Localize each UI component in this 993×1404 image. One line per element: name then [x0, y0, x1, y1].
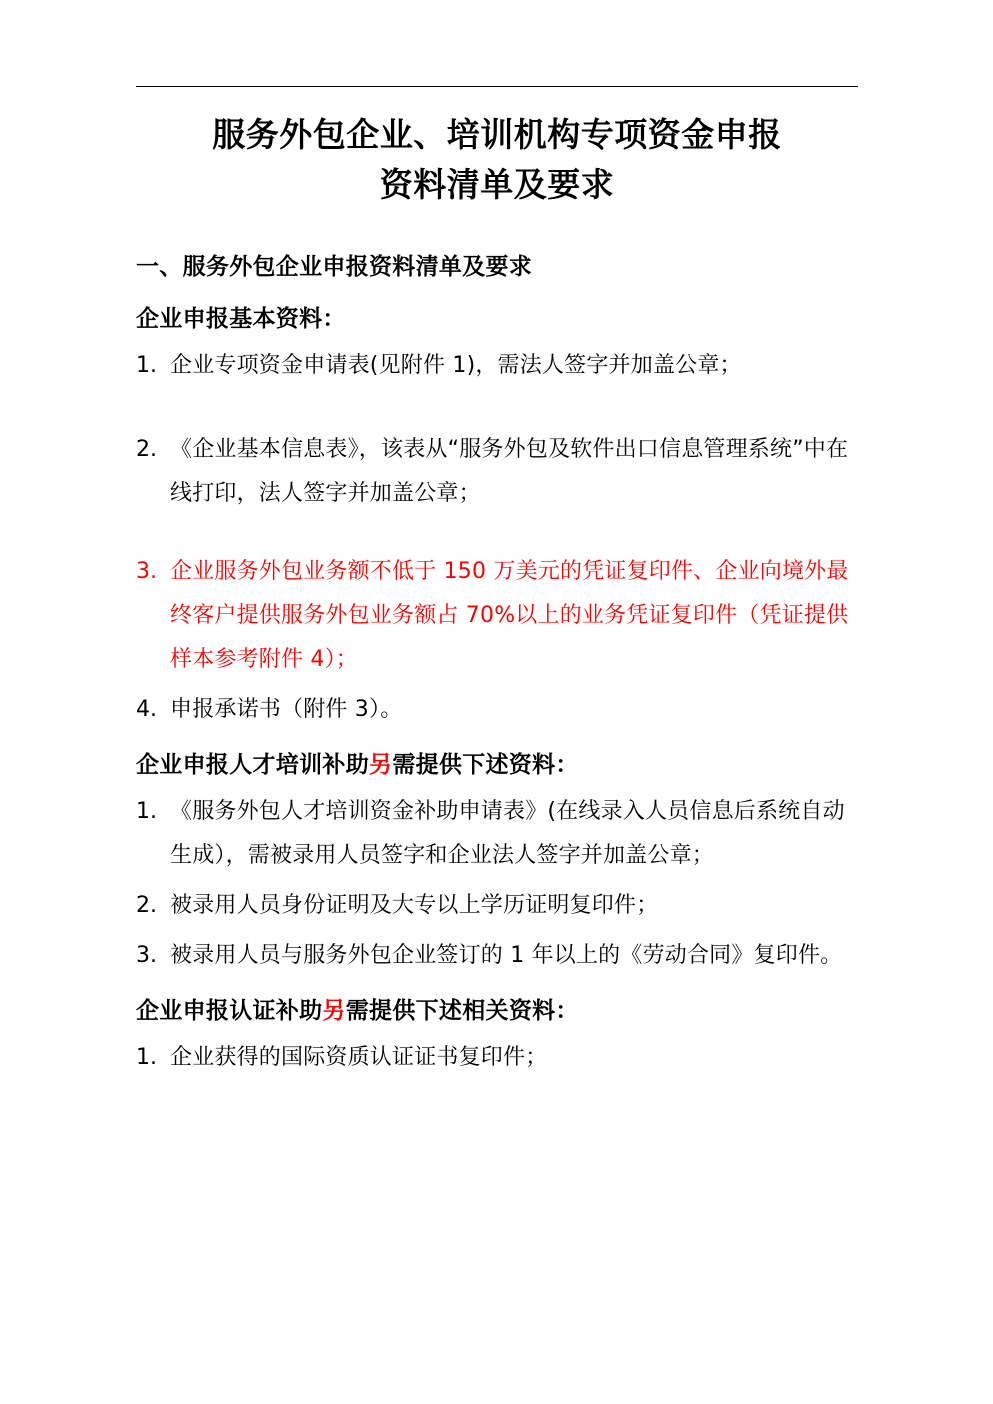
section-heading-1: 一、服务外包企业申报资料清单及要求 [136, 254, 533, 280]
list-item [136, 884, 858, 928]
subheading-certification-prefix: 企业申报认证补助 [136, 998, 323, 1024]
list-item-text: 《企业基本信息表》，该表从“服务外包及软件出口信息管理系统”中在线打印，法人签字并加盖公章； [170, 437, 849, 506]
subheading-certification-emphasis: 另 [322, 998, 346, 1024]
subheading-basic-materials: 企业申报基本资料： [136, 306, 346, 332]
list-item [136, 344, 858, 388]
training-materials-list [136, 790, 858, 978]
list-item-number: 1. [136, 1045, 157, 1070]
list-item-text: 企业专项资金申请表(见附件 1)，需法人签字并加盖公章； [170, 353, 742, 378]
list-item-number: 4. [136, 697, 157, 722]
page-title-line2: 资料清单及要求 [379, 165, 615, 204]
certification-materials-list [136, 1036, 858, 1080]
header-divider [136, 86, 858, 87]
list-item-number: 2. [136, 893, 157, 918]
list-item [136, 550, 858, 682]
list-item-text: 申报承诺书（附件 3）。 [170, 697, 403, 722]
list-item-number: 1. [136, 353, 157, 378]
list-item-text: 被录用人员与服务外包企业签订的 1 年以上的《劳动合同》复印件。 [170, 943, 843, 968]
list-item [136, 934, 858, 978]
subheading-training-emphasis: 另 [369, 752, 393, 778]
subheading-training-prefix: 企业申报人才培训补助 [136, 752, 369, 778]
list-item [136, 1036, 858, 1080]
basic-materials-list [136, 344, 858, 732]
document-content [136, 110, 858, 1080]
list-item-text: 被录用人员身份证明及大专以上学历证明复印件； [170, 893, 659, 918]
list-item [136, 688, 858, 732]
list-item-text: 企业获得的国际资质认证证书复印件； [170, 1045, 548, 1070]
list-item [136, 428, 858, 516]
page-title-line1: 服务外包企业、培训机构专项资金申报 [212, 115, 782, 154]
list-item-number: 1. [136, 799, 157, 824]
list-item-number: 3. [136, 943, 157, 968]
page-title [136, 110, 858, 210]
list-item-text: 企业服务外包业务额不低于 150 万美元的凭证复印件、企业向境外最终客户提供服务外包业务额占 70%以上的业务凭证复印件（凭证提供样本参考附件 4）； [170, 559, 849, 672]
list-item-text: 《服务外包人才培训资金补助申请表》(在线录入人员信息后系统自动生成），需被录用人员签字和企业法人签字并加盖公章； [170, 799, 845, 868]
subheading-certification-suffix: 需提供下述相关资料： [345, 998, 579, 1024]
list-item [136, 790, 858, 878]
subheading-training-suffix: 需提供下述资料： [392, 752, 579, 778]
subheading-certification-subsidy [136, 992, 858, 1030]
list-item-number: 3. [136, 559, 157, 584]
list-item-number: 2. [136, 437, 157, 462]
subheading-training-subsidy [136, 746, 858, 784]
